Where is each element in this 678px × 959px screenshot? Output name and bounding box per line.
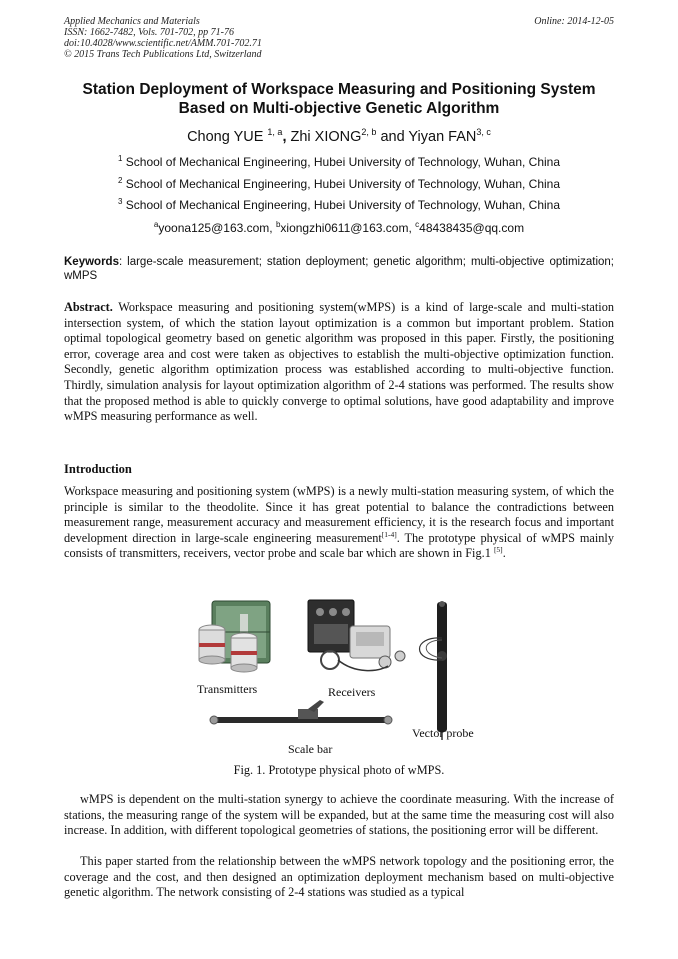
- journal-header: [64, 16, 262, 60]
- journal-name: Applied Mechanics and Materials: [64, 16, 200, 27]
- email-address[interactable]: xiongzhi0611@163.com,: [280, 221, 416, 235]
- citation-ref[interactable]: [1-4]: [381, 529, 397, 539]
- issn-line: ISSN: 1662-7482, Vols. 701-702, pp 71-76: [64, 27, 234, 38]
- label-transmitters: Transmitters: [197, 682, 258, 696]
- intro-paragraph-1: [64, 484, 614, 562]
- paper-title: [64, 80, 614, 118]
- author-name: Chong YUE: [187, 129, 268, 145]
- label-receivers: Receivers: [328, 685, 376, 699]
- keywords-label: Keywords: [64, 256, 119, 268]
- paragraph-text: Workspace measuring and positioning system (wMPS) is a newly multi-station measuring system, of which the principle is similar to the theodolite. Since it has great potential to balance the contradictions between measurement range, measurement accuracy and measurement efficiency, it is the research focus and important development direction in large-scale engineering measurement: [64, 484, 614, 545]
- affiliation-text: School of Mechanical Engineering, Hubei University of Technology, Wuhan, China: [125, 155, 561, 169]
- author-name: Zhi XIONG: [290, 129, 362, 145]
- figure-caption: Fig. 1. Prototype physical photo of wMPS.: [233, 763, 445, 777]
- intro-paragraph-3: This paper started from the relationship between the wMPS network topology and the positioning error, the coverage and the cost, and then designed an optimization deployment mechanism based on multi-objective genetic algorithm. The network consisting of 2-4 stations was studied as a typical: [64, 854, 614, 900]
- intro-paragraph-2: wMPS is dependent on the multi-station synergy to achieve the coordinate measuring. With the increase of stations, the measuring range of the system will be expanded, but at the same time the measuring cost will also increase. In addition, with different topological geometries of stations, the positioning error will be different.: [64, 792, 614, 838]
- abstract-text: Workspace measuring and positioning system(wMPS) is a kind of large-scale and multi-station intersection system, of which the station layout optimization is a common but important problem. Station optimal topological geometry based on genetic algorithm was proposed in this paper. Firstly, the positioning error, coverage area and cost were taken as objectives to establish the multi-objective optimization function. Secondly, genetic algorithm optimization process was established according to multi-objective function. Thirdly, simulation analysis for layout optimization algorithm of 2-4 stations was performed. The results show that the proposed method is able to quickly converge to optimal solutions, have good adaptability and improve wMPS measuring performance as well.: [64, 300, 614, 424]
- email-mark: a: [153, 220, 159, 229]
- doi-line: doi:10.4028/www.scientific.net/AMM.701-702.71: [64, 38, 262, 49]
- copyright-line: © 2015 Trans Tech Publications Ltd, Switzerland: [64, 49, 262, 60]
- affiliation-2: [64, 177, 614, 192]
- paragraph-text: . The prototype physical of wMPS mainly consists of transmitters, receivers, vector probe and scale bar which are shown in Fig.1: [64, 530, 614, 561]
- vector-probe-illustration: [420, 601, 448, 740]
- email-mark: b: [275, 220, 281, 229]
- section-heading-introduction: Introduction: [64, 462, 132, 476]
- keywords: [64, 255, 614, 283]
- abstract-label: Abstract.: [64, 300, 113, 314]
- label-scale-bar: Scale bar: [288, 742, 333, 756]
- label-vector-probe: Vector probe: [412, 726, 474, 740]
- receivers-illustration: [308, 600, 405, 671]
- affiliation-1: [64, 155, 614, 170]
- email-list: [64, 221, 614, 236]
- author-affil-mark: 3, c: [476, 127, 491, 137]
- author-separator: and: [376, 129, 409, 145]
- affiliation-text: School of Mechanical Engineering, Hubei University of Technology, Wuhan, China: [125, 177, 561, 191]
- author-affil-mark: 1, a: [267, 127, 283, 137]
- title-line-1: Station Deployment of Workspace Measuring and Positioning System: [82, 81, 596, 98]
- affiliation-number: 1: [117, 154, 123, 163]
- online-date: Online: 2014-12-05: [534, 16, 614, 27]
- title-line-2: Based on Multi-objective Genetic Algorithm: [178, 100, 500, 117]
- affiliation-number: 3: [117, 197, 123, 206]
- author-separator: ,: [282, 129, 291, 145]
- author-name: Yiyan FAN: [408, 129, 477, 145]
- affiliation-3: [64, 198, 614, 213]
- email-address[interactable]: 48438435@qq.com: [419, 221, 525, 235]
- transmitters-illustration: [199, 601, 270, 672]
- affiliation-text: School of Mechanical Engineering, Hubei University of Technology, Wuhan, China: [125, 198, 561, 212]
- paragraph-text: .: [502, 546, 506, 561]
- keywords-text: : large-scale measurement; station deployment; genetic algorithm; multi-objective optimization; wMPS: [64, 256, 614, 282]
- affiliation-number: 2: [117, 176, 123, 185]
- figure-1: [150, 596, 530, 786]
- scale-bar-illustration: [210, 700, 392, 724]
- email-address[interactable]: yoona125@163.com,: [158, 221, 276, 235]
- abstract: [64, 300, 614, 425]
- author-affil-mark: 2, b: [361, 127, 377, 137]
- email-mark: c: [415, 220, 420, 229]
- author-list: [64, 128, 614, 146]
- citation-ref[interactable]: [5]: [493, 545, 503, 555]
